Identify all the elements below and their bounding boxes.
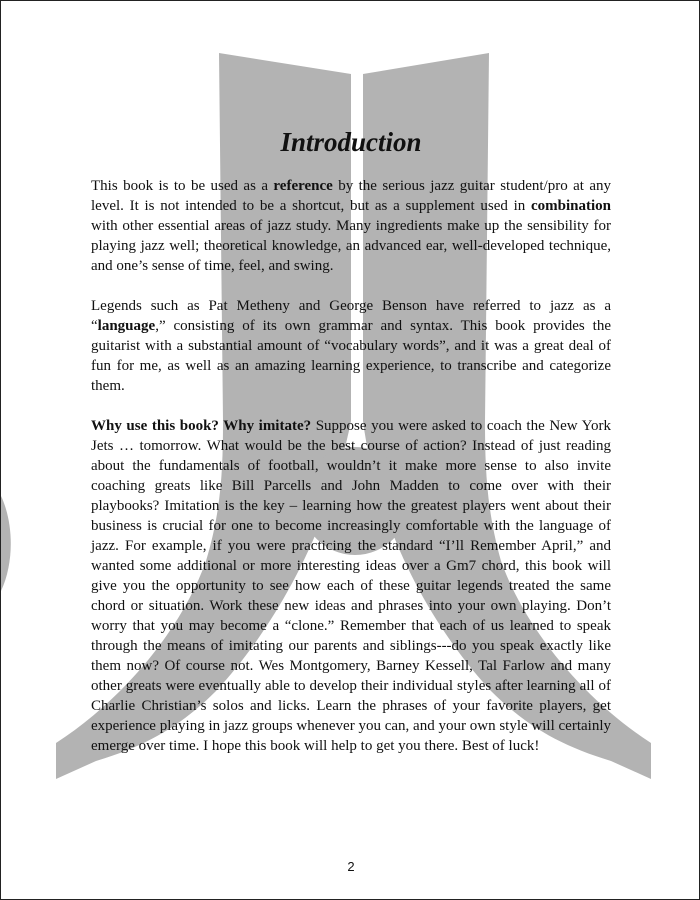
watermark-left-edge xyxy=(1,496,11,591)
page-number: 2 xyxy=(347,859,355,874)
content xyxy=(91,127,611,776)
page-title: Introduction xyxy=(280,127,422,157)
paragraph-why-imitate: Why use this book? Why imitate? Suppose you were asked to coach the New York Jets … tomorrow. What would be the best course of action? Instead of just reading about the fundamentals of football, wouldn’t it make more sense to also invite coaching greats like Bill Parcells and John Madden to come over with their playbooks? Imitation is the key – learning how the greatest players went about their business is crucial for one to become increasingly comfortable with the language of jazz. For example, if you were practicing the standard “I’ll Remember April,” and wanted some additional or more interesting ideas over a Gm7 chord, this book will give you the opportunity to see how each of these guitar legends treated the same chord or situation. Work these new ideas and phrases into your own playing. Don’t worry that you may become a “clone.” Remember that each of us learned to speak through the means of imitating our parents and siblings---do you speak exactly like them now? Of course not. Wes Montgomery, Barney Kessell, Tal Farlow and many other greats were eventually able to develop their individual styles after learning all of Charlie Christian’s solos and licks. Learn the phrases of your favorite players, get experience playing in jazz groups whenever you can, and your own style will certainly emerge over time. I hope this book will help to get you there. Best of luck! xyxy=(91,418,611,754)
paragraph-intro: This book is to be used as a reference by the serious jazz guitar student/pro at any level. It is not intended to be a shortcut, but as a supplement used in combination with other essential areas of jazz study. Many ingredients make up the sensibility for playing jazz well; theoretical knowledge, an advanced ear, well-developed technique, and one’s sense of time, feel, and swing. xyxy=(91,178,611,274)
paragraph-language: Legends such as Pat Metheny and George Benson have referred to jazz as a “language,” consisting of its own grammar and syntax. This book provides the guitarist with a substantial amount of “vocabulary words”, and it was a great deal of fun for me, as well as an amazing learning experience, to transcribe and categorize them. xyxy=(91,298,611,394)
